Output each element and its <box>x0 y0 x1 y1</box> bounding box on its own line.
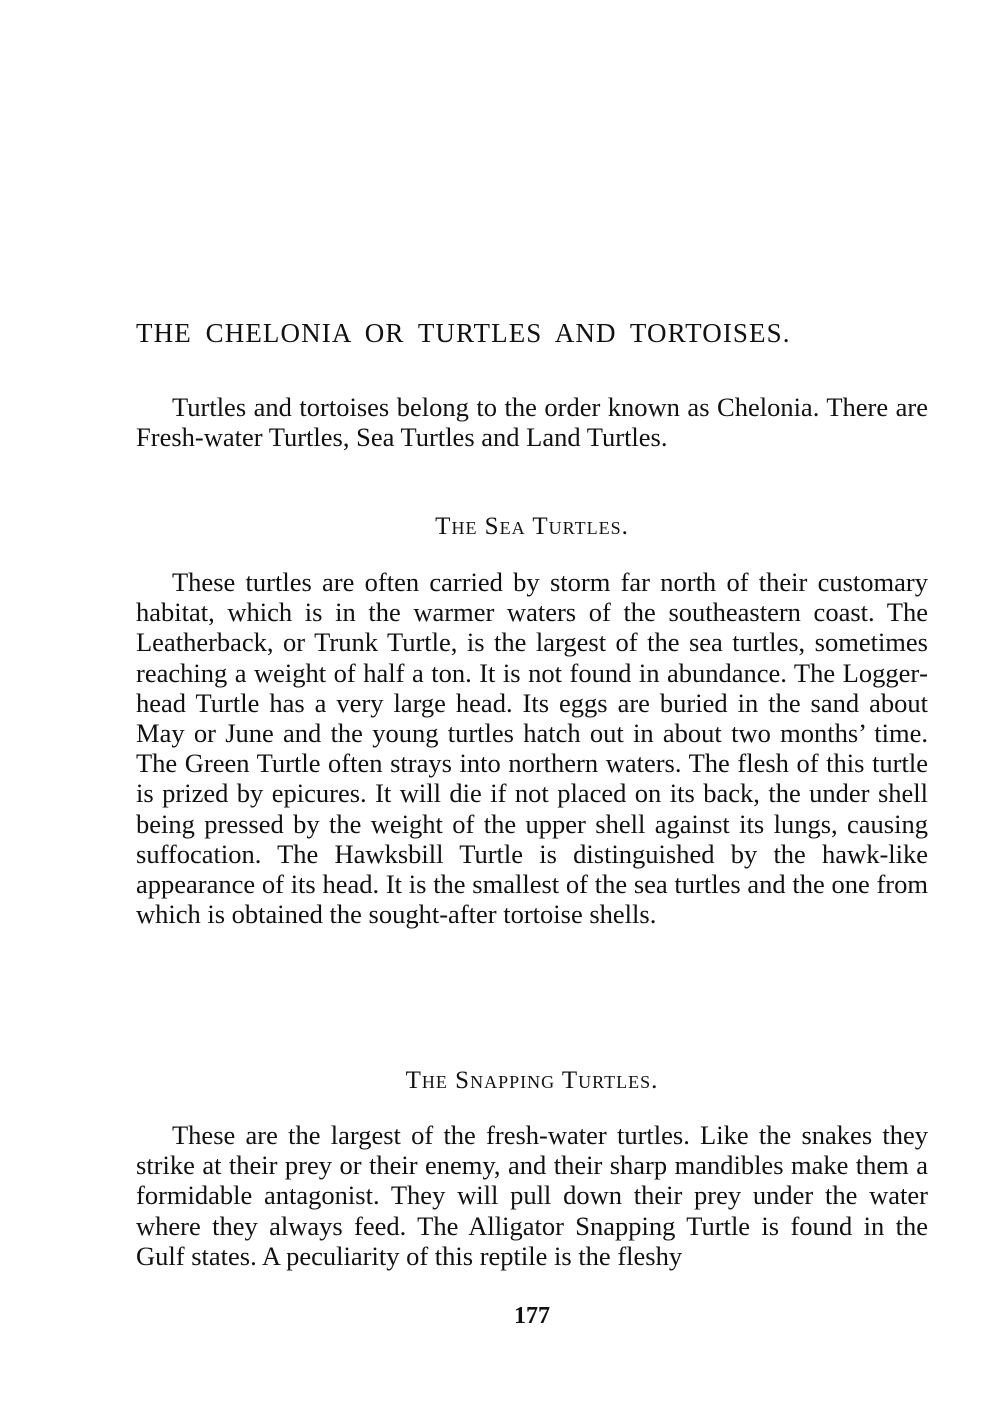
chapter-title: THE CHELONIA OR TURTLES AND TORTOISES. <box>136 318 791 348</box>
page-number: 177 <box>514 1303 550 1329</box>
book-page <box>136 0 928 1419</box>
sea-turtles-heading: The Sea Turtles. <box>435 513 629 540</box>
snapping-turtles-heading: The Snapping Turtles. <box>405 1067 659 1094</box>
sea-turtles-paragraph: These turtles are often carried by storm far north of their customary habitat, which is in the warmer waters of the southeastern coast. The Leatherback, or Trunk Turtle, is the largest of the sea turtles, sometimes reaching a weight of half a ton. It is not found in abundance. The Loggerhead Turtle has a very large head. Its eggs are buried in the sand about May or June and the young turtles hatch out in about two months’ time. The Green Turtle often strays into northern waters. The flesh of this turtle is prized by epicures. It will die if not placed on its back, the under shell being pressed by the weight of the upper shell against its lungs, causing suffocation. The Hawksbill Turtle is distinguished by the hawk-like appearance of its head. It is the smallest of the sea turtles and the one from which is obtained the sought-after tortoise shells. <box>136 567 928 930</box>
intro-paragraph: Turtles and tortoises belong to the order known as Chelonia. There are Fresh-water Turtles, Sea Turtles and Land Turtles. <box>136 392 928 453</box>
snapping-turtles-paragraph: These are the largest of the fresh-water turtles. Like the snakes they strike at their prey or their enemy, and their sharp mandibles make them a formidable antagonist. They will pull down their prey under the water where they always feed. The Alligator Snapping Turtle is found in the Gulf states. A peculiarity of this reptile is the fleshy <box>136 1120 928 1271</box>
